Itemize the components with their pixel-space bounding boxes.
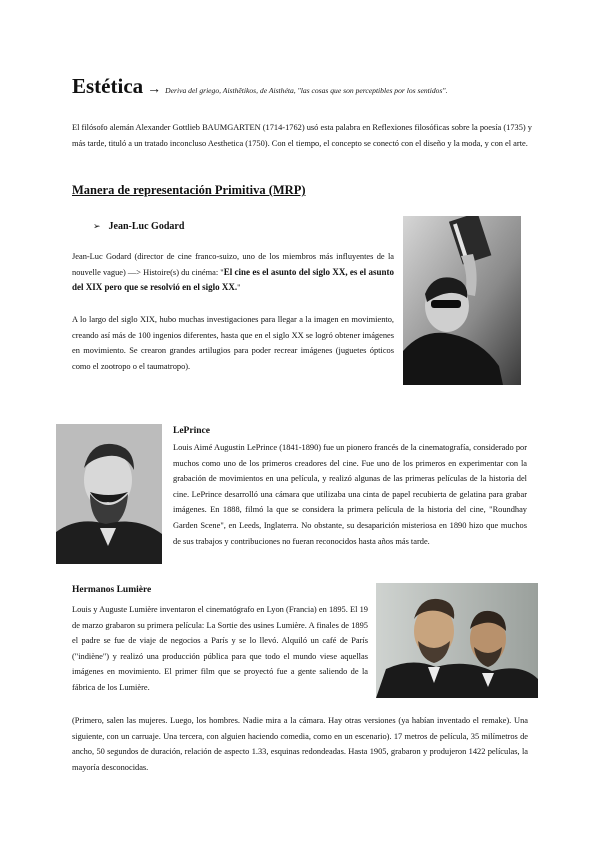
godard-paragraph-1	[72, 249, 394, 296]
lumiere-brothers-photo	[376, 583, 538, 698]
godard-para1-text: Jean-Luc Godard (director de cine franco-suizo, uno de los miembros más influyentes de la nouvelle vague) —> Histoire(s) du cinéma: "	[72, 252, 394, 277]
godard-heading-text: Jean-Luc Godard	[108, 221, 185, 232]
arrow-bullet-icon: ➢	[93, 221, 101, 231]
section-heading: Manera de representación Primitiva (MRP)	[72, 183, 306, 197]
godard-paragraph-2: A lo largo del siglo XIX, hubo muchas investigaciones para llegar a la imagen en movimiento, creando así más de 100 ingenios diferentes, hasta que en el siglo XX se logró obtener imágenes en movimiento. Se crearon grandes artilugios para poder recrear imágenes (juguetes ópticos como el zootropo o el taumatropo).	[72, 315, 394, 371]
leprince-portrait	[56, 424, 162, 564]
godard-para1-end: "	[237, 283, 241, 293]
title-word: Estética	[72, 74, 144, 98]
etymology-text: Deriva del griego, Aisthētikos, de Aisthéta, "las cosas que son perceptibles por los sentidos".	[165, 86, 448, 95]
right-arrow-icon: →	[147, 82, 162, 97]
godard-photo	[403, 216, 521, 385]
godard-quote: El cine es el asunto del siglo XX, es el asunto del XIX pero que se resolvió en el siglo XX.	[72, 266, 394, 293]
lumiere-paragraph-1: Louis y Auguste Lumière inventaron el cinematógrafo en Lyon (Francia) en 1895. El 19 de marzo grabaron su primera película: La Sortie des usines Lumière. A finales de 1895 el padre se fue de viaje de negocios a París y se lo llevó. Alquiló un café de París ("indiène") y realizó una producción pública para que todo el mundo viese aquellas imágenes en movimiento. El primer film que se proyectó fue a gente saliendo de la fábrica de los Lumière.	[72, 605, 368, 692]
godard-heading	[93, 221, 184, 232]
intro-paragraph: El filósofo alemán Alexander Gottlieb BAUMGARTEN (1714-1762) usó esta palabra en Reflexiones filosóficas sobre la poesía (1735) y más tarde, tituló a un tratado inconcluso Aesthetica (1750). Con el tiempo, el concepto se conectó con el diseño y la moda, y con el arte.	[72, 123, 532, 148]
leprince-paragraph: Louis Aimé Augustin LePrince (1841-1890) fue un pionero francés de la cinematografía, considerado por muchos como uno de los primeros creadores del cine. Fue uno de los primeros en experimentar con la grabación de movimientos en una película, y realizó algunas de las primeras películas de la historia del cine. LePrince desarrolló una cámara que utilizaba una cinta de papel recubierta de gelatina para grabar imágenes. En 1888, filmó la que se considera la primera película de la historia del cine, "Roundhay Garden Scene", en Leeds, Inglaterra. No obstante, su desaparición misteriosa en 1890 hizo que muchos de sus trabajos y contribuciones no fueran reconocidos hasta años más tarde.	[173, 443, 527, 546]
lumiere-heading: Hermanos Lumière	[72, 585, 152, 595]
lumiere-paragraph-2: (Primero, salen las mujeres. Luego, los hombres. Nadie mira a la cámara. Hay otras versiones (ya habían inventado el remake). Una siguiente, con un carruaje. Una tercera, con alguien haciendo comedia, como en un escenario). 17 metros de película, 35 milímetros de ancho, 50 segundos de duración, relación de aspecto 1.33, esquinas redondeadas. Hasta 1905, grabaron y produjeron 1422 películas, la mayoría desconocidas.	[72, 716, 528, 772]
page-title	[72, 74, 447, 99]
leprince-heading: LePrince	[173, 426, 210, 436]
